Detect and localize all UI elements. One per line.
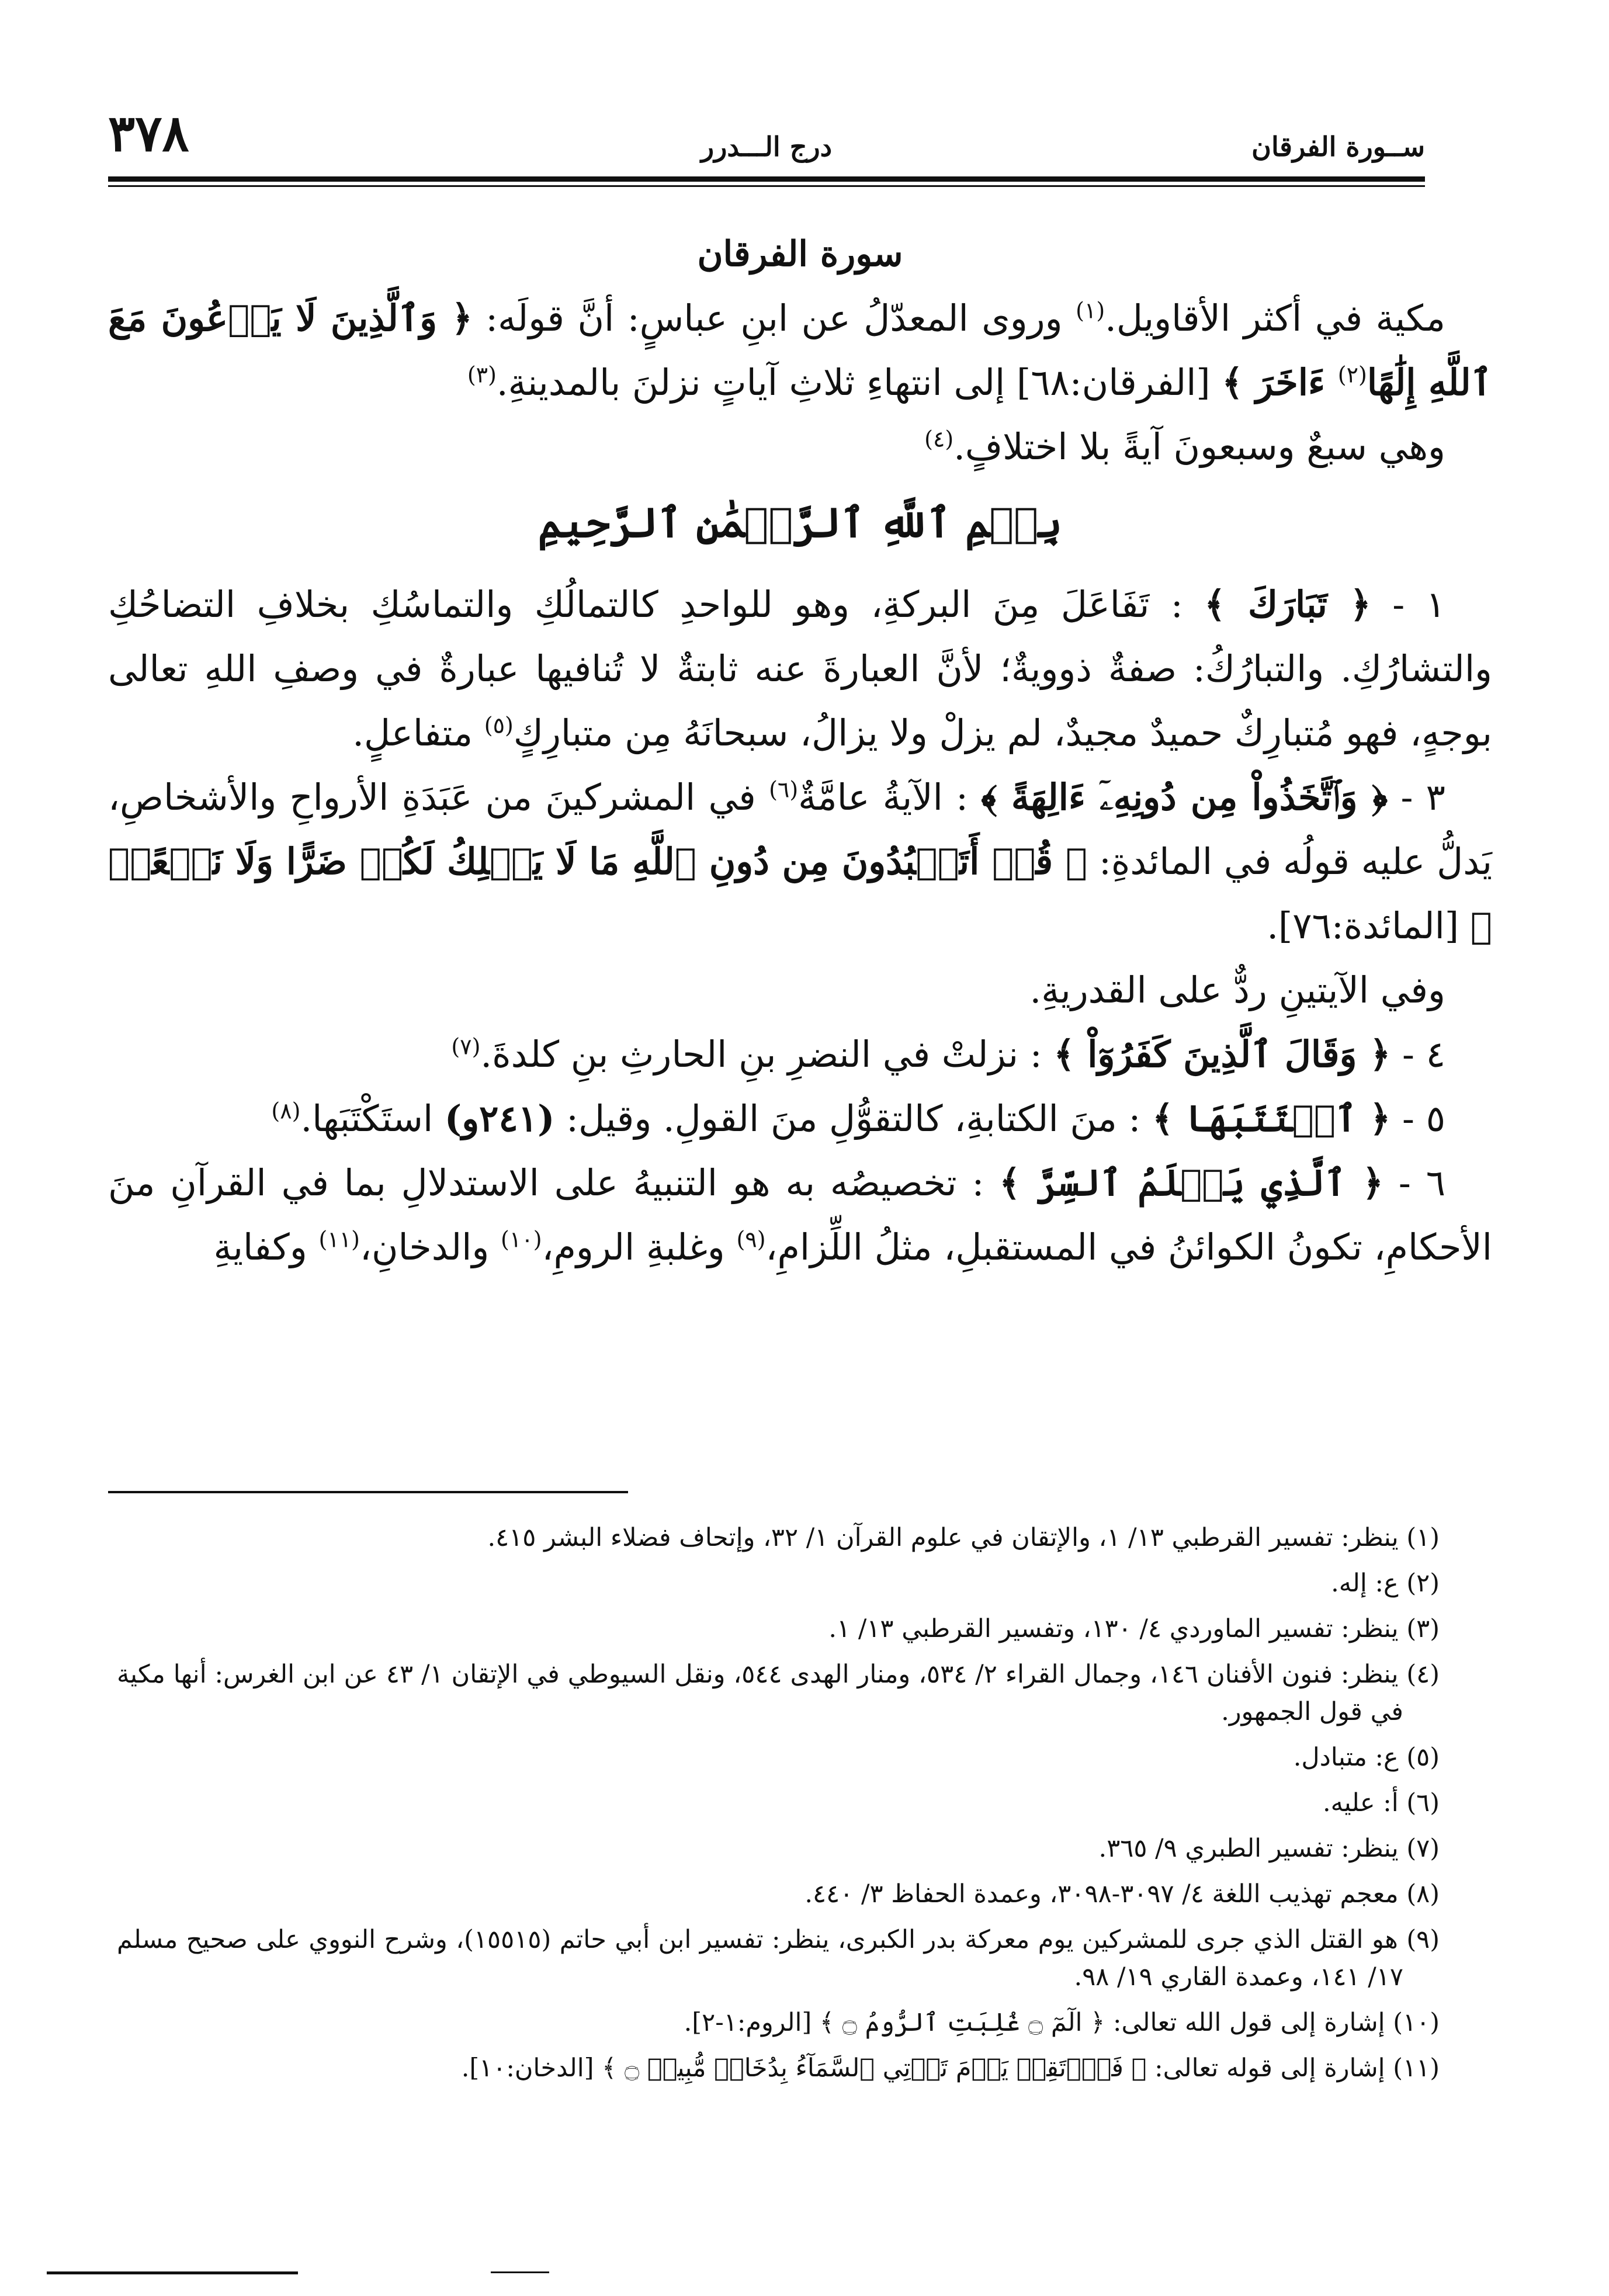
page-number: ٣٧٨ [108,104,189,163]
footnote-separator [108,1491,628,1493]
footnote: (٧) ينظر: تفسير الطبري ٩/ ٣٦٥. [1098,1834,1440,1863]
footnote-ref[interactable]: (٧) [451,1033,481,1060]
header-sura-name: ســورة الفرقان [1251,131,1425,162]
verse-commentary-6: ٦ - ﴿ ٱلَّذِي يَعۡلَمُ ٱلسِّرَّ ﴾ : تخصيصُه به هو التنبيهُ على الاستدلالِ بما في القرآنِ منَ الأحكامِ، تكونُ الكوائنُ في المستقبلِ، مثلُ اللِّزامِ،$^{(٩)}$ وغلبةِ الرومِ،$^{(١٠)}$ والدخانِ،$^{(١١)}$ وكفايةِ [108,1161,1492,1268]
bottom-edge-mark [47,2271,298,2274]
quran-quote: ﴿ ٱلَّذِي يَعۡلَمُ ٱلسِّرَّ ﴾ [999,1161,1383,1204]
footnote: (٨) معجم تهذيب اللغة ٤/ ٣٠٩٧-٣٠٩٨، وعمدة الحفاظ ٣/ ٤٤٠. [804,1879,1440,1909]
quran-quote: ﴿ وَٱلَّذِينَ لَا يَدۡعُونَ مَعَ ٱللَّهِ إِلَٰهًا [108,297,1492,404]
header-rule-thin [108,185,1425,187]
verse-commentary-4: ٤ - ﴿ وَقَالَ ٱلَّذِينَ كَفَرُوٓاْ ﴾ : نزلتْ في النضرِ بنِ الحارثِ بنِ كلدةَ.$^{(٧)}$ [451,1033,1445,1076]
bottom-edge-mark [491,2271,549,2273]
footnote-ref[interactable]: (٥) [484,712,514,738]
footnote-ref[interactable]: (١٠) [501,1226,542,1253]
footnote: (٢) ع: إله. [1331,1569,1440,1598]
footnotes [117,1519,1440,2095]
sura-title: سورة الفرقان [697,234,903,275]
qadariyya-note: وفي الآيتينِ ردٌّ على القدريةِ. [1029,969,1445,1011]
footnote: (١٠) إشارة إلى قول الله تعالى: ﴿ الٓمٓ ۝ غُلِبَتِ ٱلرُّومُ ۝ ﴾ [الروم:١-٢]. [684,2008,1440,2037]
verse-commentary-5: ٥ - ﴿ ٱكۡتَتَبَهَا ﴾ : منَ الكتابةِ، كالتقوُّلِ منَ القولِ. وقيل: (٢٤١و) استَكْتَبَها.$^{(٨)}$ [271,1097,1445,1140]
manuscript-folio-marker: (٢٤١و) [444,1097,555,1140]
main-text [108,222,1492,1279]
quran-quote: ﴿ وَٱتَّخَذُواْ مِن دُونِهِۦٓ ءَالِهَةً ﴾ [981,776,1388,818]
basmala: بِسۡمِ ٱللَّهِ ٱلرَّحۡمَٰنِ ٱلرَّحِيمِ [538,498,1063,547]
footnote-ref[interactable]: (٢) [1337,362,1367,388]
running-header [108,104,1425,174]
footnote: (٣) ينظر: تفسير الماوردي ٤/ ١٣٠، وتفسير القرطبي ١٣/ ١. [828,1614,1440,1643]
footnote: (٦) أ: عليه. [1322,1788,1440,1818]
header-book-title: درج الـــدرر [701,131,833,162]
footnote: (٩) هو القتل الذي جرى للمشركين يوم معركة بدر الكبرى، ينظر: تفسير ابن أبي حاتم (١٥٥١٥)، وشرح النووي على صحيح مسلم ١٧/ ١٤١، وعمدة القاري ١٩/ ٩٨. [117,1925,1440,1992]
header-rule-thick [108,176,1425,182]
quran-quote: ﴿ قُلۡ أَتَعۡبُدُونَ مِن دُونِ ٱللَّهِ مَا لَا يَمۡلِكُ لَكُمۡ ضَرًّا وَلَا نَفۡعًاۚ ﴾ [108,840,1492,947]
intro-paragraph: مكية في أكثر الأقاويل.$^{(١)}$ وروى المعدّلُ عن ابنِ عباسٍ: أنَّ قولَه: ﴿ وَٱلَّذِينَ لَا يَدۡعُونَ مَعَ ٱللَّهِ إِلَٰهًا$^{(٢)}$ ءَاخَرَ ﴾ [الفرقان:٦٨] إلى انتهاءِ ثلاثِ آياتٍ نزلنَ بالمدينةِ.$^{(٣)}$ [108,297,1492,404]
quran-quote: ﴿ تَبَارَكَ ﴾ [1204,583,1371,626]
verse-count-line: وهي سبعٌ وسبعونَ آيةً بلا اختلافٍ.$^{(٤)}$ [924,425,1445,468]
footnote-ref[interactable]: (٤) [924,426,954,452]
verse-commentary-1: ١ - ﴿ تَبَارَكَ ﴾ : تَفَاعَلَ مِنَ البركةِ، وهو للواحدِ كالتمالُكِ والتماسُكِ بخلافِ التضاحُكِ والتشارُكِ. والتبارُكُ: صفةٌ ذوويةٌ؛ لأنَّ العبارةَ عنه ثابتةٌ لا تُنافيها عبارةٌ في وصفِ اللهِ تعالى بوجهٍ، فهو مُتبارِكٌ حميدٌ مجيدٌ، لم يزلْ ولا يزالُ، سبحانَهُ مِن متبارِكٍ$^{(٥)}$ متفاعلٍ. [108,583,1492,754]
quran-quote: ﴿ ٱكۡتَتَبَهَا ﴾ [1152,1097,1391,1140]
footnote-ref[interactable]: (٨) [271,1098,301,1124]
footnote: (١١) إشارة إلى قوله تعالى: ﴿ فَٱرۡتَقِبۡ يَوۡمَ تَأۡتِي ٱلسَّمَآءُ بِدُخَانٖ مُّبِينٖ ۝ ﴾ [الدخان:١٠]. [461,2054,1440,2083]
quran-quote: ﴿ وَقَالَ ٱلَّذِينَ كَفَرُوٓاْ ﴾ [1053,1033,1391,1076]
footnote: (٥) ع: متبادل. [1293,1743,1440,1772]
footnote-ref[interactable]: (١) [1076,297,1105,324]
verse-commentary-3: ٣ - ﴿ وَٱتَّخَذُواْ مِن دُونِهِۦٓ ءَالِهَةً ﴾ : الآيةُ عامَّةٌ$^{(٦)}$ في المشركينَ من عَبَدَةِ الأرواحِ والأشخاصِ، يَدلُّ عليه قولُه في المائدةِ: ﴿ قُلۡ أَتَعۡبُدُونَ مِن دُونِ ٱللَّهِ مَا لَا يَمۡلِكُ لَكُمۡ ضَرًّا وَلَا نَفۡعًاۚ ﴾ [المائدة:٧٦]. [108,776,1492,947]
footnote: (٤) ينظر: فنون الأفنان ١٤٦، وجمال القراء ٢/ ٥٣٤، ومنار الهدى ٥٤٤، ونقل السيوطي في الإتقان ١/ ٤٣ عن ابن الغرس: أنها مكية في قول الجمهور. [117,1660,1440,1726]
footnote-ref[interactable]: (١١) [318,1226,360,1253]
footnote-ref[interactable]: (٦) [769,776,799,803]
footnote-ref[interactable]: (٣) [467,362,497,388]
footnote-ref[interactable]: (٩) [736,1226,766,1253]
footnote: (١) ينظر: تفسير القرطبي ١٣/ ١، والإتقان في علوم القرآن ١/ ٣٢، وإتحاف فضلاء البشر ٤١٥. [487,1523,1440,1552]
